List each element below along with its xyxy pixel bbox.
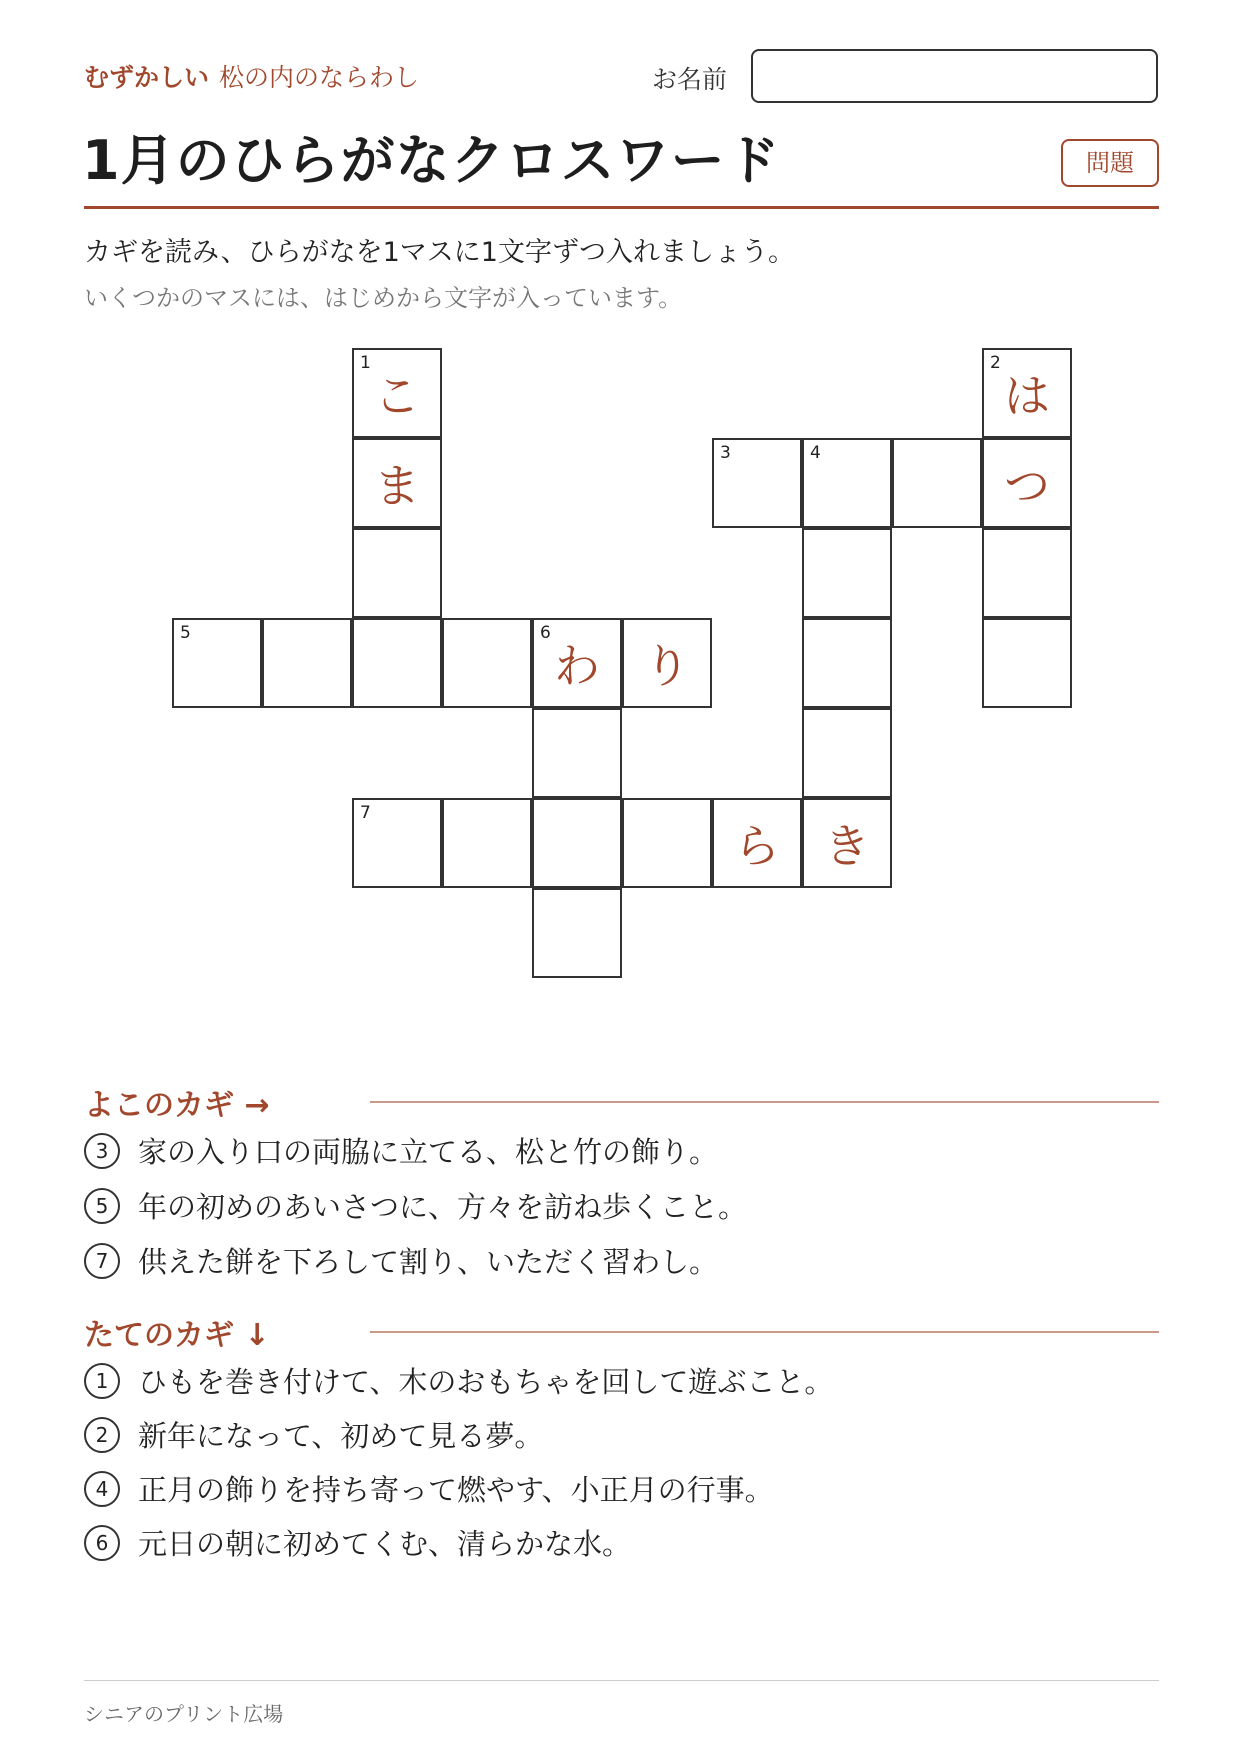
clue-number: 6 — [84, 1525, 120, 1561]
theme-subtitle: 松の内のならわし — [219, 63, 420, 92]
grid-cell[interactable] — [892, 438, 982, 528]
cell-number: 2 — [990, 353, 1001, 373]
cell-letter — [444, 620, 530, 706]
grid-cell[interactable] — [442, 618, 532, 708]
cell-number: 6 — [540, 623, 551, 643]
cell-letter: わ — [554, 639, 600, 693]
clue-down-1 — [84, 1360, 833, 1402]
clue-text: 供えた餅を下ろして割り、いただく習わし。 — [138, 1245, 719, 1279]
grid-cell[interactable] — [622, 798, 712, 888]
clue-text: 家の入り口の両脇に立てる、松と竹の飾り。 — [138, 1135, 719, 1169]
grid-cell[interactable] — [802, 708, 892, 798]
clue-across-5 — [84, 1185, 747, 1227]
cell-letter — [984, 530, 1070, 616]
cell-letter — [354, 530, 440, 616]
cell-number: 4 — [810, 443, 821, 463]
clue-text: 年の初めのあいさつに、方々を訪ね歩くこと。 — [138, 1190, 748, 1224]
footer-credit: シニアのプリント広場 — [84, 1702, 284, 1726]
title-divider — [84, 206, 1159, 209]
across-divider — [370, 1101, 1159, 1103]
grid-cell[interactable] — [442, 798, 532, 888]
cell-letter — [804, 530, 890, 616]
instruction-primary: カギを読み、ひらがなを1マスに1文字ずつ入れましょう。 — [84, 237, 795, 268]
grid-cell[interactable] — [352, 528, 442, 618]
cell-letter: り — [644, 639, 690, 693]
grid-cell[interactable] — [982, 528, 1072, 618]
clue-number: 7 — [84, 1243, 120, 1279]
clue-text: 元日の朝に初めてくむ、清らかな水。 — [138, 1527, 632, 1561]
cell-letter — [354, 620, 440, 706]
cell-letter: ら — [734, 819, 780, 873]
cell-letter: ま — [374, 459, 420, 513]
clue-across-3 — [84, 1130, 718, 1172]
grid-cell[interactable] — [532, 708, 622, 798]
cell-letter: は — [1004, 369, 1050, 423]
grid-cell[interactable] — [802, 798, 892, 888]
cell-letter — [804, 440, 890, 526]
clue-down-6 — [84, 1522, 631, 1564]
clue-number: 3 — [84, 1133, 120, 1169]
clue-number: 1 — [84, 1363, 120, 1399]
cell-number: 7 — [360, 803, 371, 823]
grid-cell[interactable] — [352, 618, 442, 708]
grid-cell[interactable] — [712, 798, 802, 888]
cell-letter — [534, 710, 620, 796]
down-divider — [370, 1331, 1159, 1333]
cell-letter — [444, 800, 530, 886]
clue-text: 新年になって、初めて見る夢。 — [138, 1419, 544, 1453]
page-title: 1月のひらがなクロスワード — [82, 129, 781, 192]
cell-letter — [354, 800, 440, 886]
grid-cell[interactable] — [352, 798, 442, 888]
cell-letter: こ — [374, 369, 420, 423]
grid-cell[interactable] — [622, 618, 712, 708]
cell-letter — [534, 800, 620, 886]
cell-letter — [804, 710, 890, 796]
cell-number: 1 — [360, 353, 371, 373]
grid-cell[interactable] — [712, 438, 802, 528]
clue-across-7 — [84, 1240, 718, 1282]
grid-cell[interactable] — [352, 348, 442, 438]
clue-text: ひもを巻き付けて、木のおもちゃを回して遊ぶこと。 — [138, 1365, 834, 1399]
cell-number: 5 — [180, 623, 191, 643]
problem-badge: 問題 — [1061, 139, 1159, 187]
cell-letter — [984, 620, 1070, 706]
clue-number: 5 — [84, 1188, 120, 1224]
cell-letter: き — [824, 819, 870, 873]
clue-number: 2 — [84, 1417, 120, 1453]
name-label: お名前 — [652, 65, 728, 94]
grid-cell[interactable] — [982, 618, 1072, 708]
difficulty-label: むずかしい — [84, 63, 210, 92]
cell-letter — [894, 440, 980, 526]
cell-letter — [534, 890, 620, 976]
grid-cell[interactable] — [532, 888, 622, 978]
level-line — [84, 58, 419, 94]
cell-letter — [804, 620, 890, 706]
grid-cell[interactable] — [802, 618, 892, 708]
grid-cell[interactable] — [802, 528, 892, 618]
down-title: たてのカギ ↓ — [84, 1318, 270, 1353]
cell-letter: つ — [1004, 459, 1050, 513]
grid-cell[interactable] — [532, 618, 622, 708]
cell-letter — [264, 620, 350, 706]
footer-divider — [84, 1680, 1159, 1681]
cell-letter — [714, 440, 800, 526]
grid-cell[interactable] — [802, 438, 892, 528]
grid-cell[interactable] — [982, 438, 1072, 528]
clue-down-4 — [84, 1468, 774, 1510]
across-title: よこのカギ → — [84, 1088, 270, 1123]
clue-text: 正月の飾りを持ち寄って燃やす、小正月の行事。 — [138, 1473, 774, 1507]
grid-cell[interactable] — [172, 618, 262, 708]
grid-cell[interactable] — [982, 348, 1072, 438]
grid-cell[interactable] — [532, 798, 622, 888]
clue-number: 4 — [84, 1471, 120, 1507]
instruction-secondary: いくつかのマスには、はじめから文字が入っています。 — [84, 284, 683, 312]
grid-cell[interactable] — [262, 618, 352, 708]
clue-down-2 — [84, 1414, 543, 1456]
grid-cell[interactable] — [352, 438, 442, 528]
cell-letter — [624, 800, 710, 886]
cell-number: 3 — [720, 443, 731, 463]
cell-letter — [174, 620, 260, 706]
name-field[interactable] — [751, 49, 1158, 103]
